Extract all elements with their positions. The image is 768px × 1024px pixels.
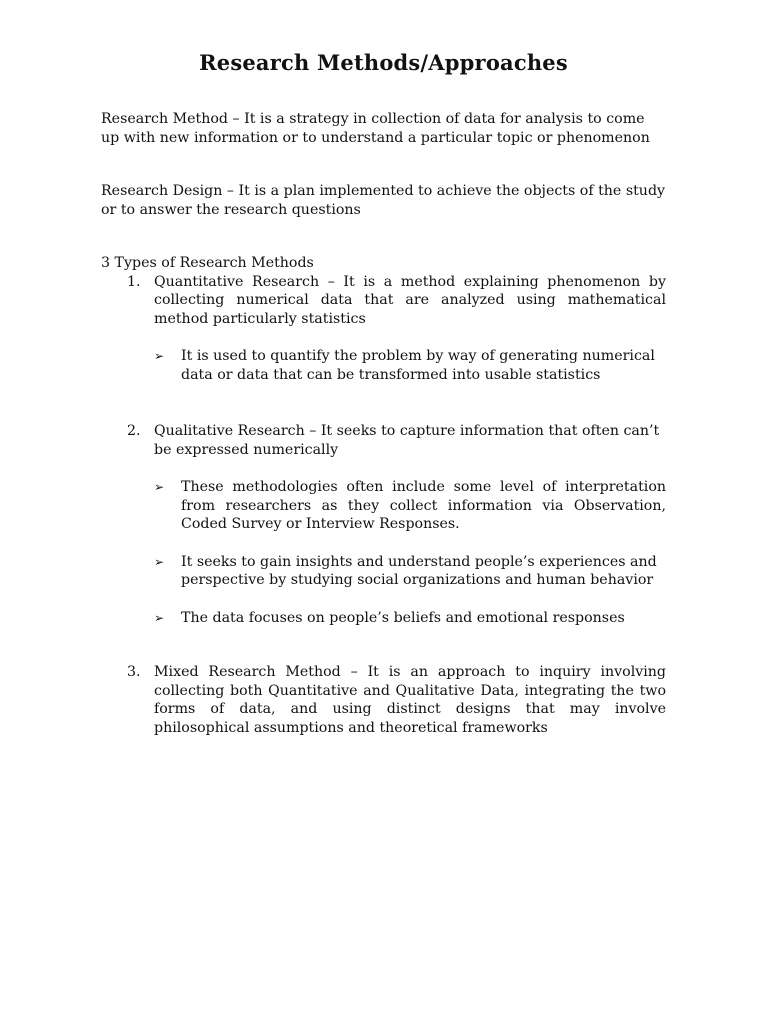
type-item-quantitative — [101, 273, 666, 329]
page-title: Research Methods/Approaches — [199, 50, 568, 75]
item-text: Mixed Research Method – It is an approach to inquiry involving collecting both Quantitative and Qualitative Data, integrating the two forms of data, and using distinct designs that may involve philosophical assumptions and theoretical frameworks — [154, 664, 666, 736]
item-number: 3. — [127, 664, 141, 680]
bullet-item — [101, 478, 666, 534]
arrow-bullet-icon: ➢ — [154, 480, 165, 494]
bullet-item — [101, 609, 666, 628]
arrow-bullet-icon: ➢ — [154, 349, 165, 363]
arrow-bullet-icon: ➢ — [154, 554, 165, 569]
item-text: Quantitative Research – It is a method explaining phenomenon by collecting numerical data that are analyzed using mathematical method particularly statistics — [154, 273, 666, 327]
type-item-qualitative — [101, 422, 666, 459]
type-item-mixed — [101, 663, 666, 737]
bullet-item — [101, 347, 666, 384]
bullet-text: It is used to quantify the problem by way of generating numerical data or data that can be transformed into usable statistics — [181, 348, 655, 383]
item-number: 1. — [127, 273, 141, 290]
bullet-text: The data focuses on people’s beliefs and emotional responses — [181, 609, 625, 626]
bullet-text: It seeks to gain insights and understand people’s experiences and perspective by studying social organizations and human behavior — [181, 553, 657, 588]
item-text: Qualitative Research – It seeks to capture information that often can’t be expressed numerically — [154, 423, 660, 458]
bullet-text: These methodologies often include some level of interpretation from researchers as they collect information via Observation, Coded Survey or Interview Responses. — [181, 479, 666, 532]
bullet-item — [101, 553, 666, 590]
research-design-definition: Research Design – It is a plan implemented to achieve the objects of the study or to answer the research questions — [101, 183, 666, 218]
item-number: 2. — [127, 423, 141, 439]
arrow-bullet-icon: ➢ — [154, 610, 165, 625]
types-heading: 3 Types of Research Methods — [101, 255, 314, 271]
research-method-definition: Research Method – It is a strategy in collection of data for analysis to come up with new information or to understand a particular topic or phenomenon — [101, 111, 650, 146]
